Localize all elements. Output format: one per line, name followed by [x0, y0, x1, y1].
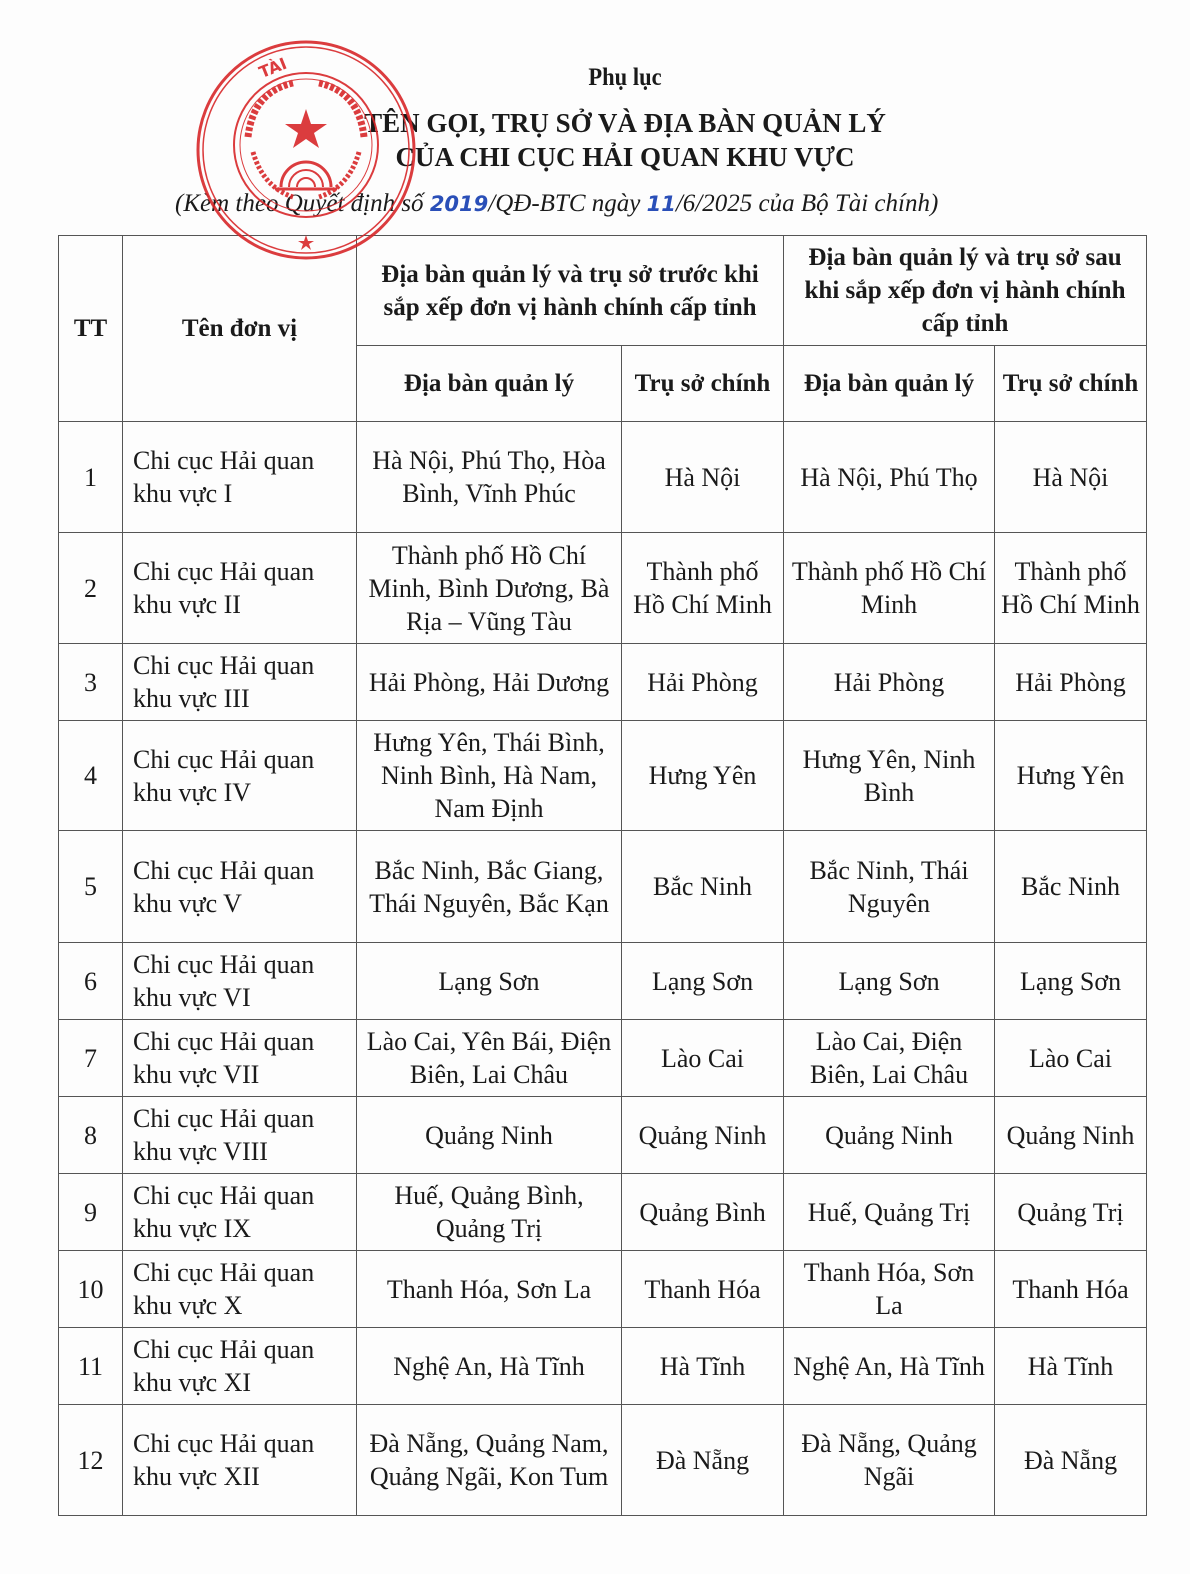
cell-after-hq: Quảng Ninh [995, 1097, 1147, 1174]
cell-unit-name: Chi cục Hải quan khu vực I [123, 422, 357, 533]
cell-tt: 7 [59, 1020, 123, 1097]
cell-unit-name: Chi cục Hải quan khu vực VII [123, 1020, 357, 1097]
cell-after-area: Thanh Hóa, Sơn La [784, 1251, 995, 1328]
table-row [59, 1020, 1147, 1097]
seal-top-text: TÀI [256, 53, 290, 82]
subtitle-prefix: (Kèm theo Quyết định số [175, 190, 430, 217]
cell-before-area: Hà Nội, Phú Thọ, Hòa Bình, Vĩnh Phúc [357, 422, 622, 533]
cell-after-area: Hà Nội, Phú Thọ [784, 422, 995, 533]
cell-before-area: Nghệ An, Hà Tĩnh [357, 1328, 622, 1405]
cell-before-hq: Lào Cai [622, 1020, 784, 1097]
cell-after-hq: Lạng Sơn [995, 943, 1147, 1020]
cell-after-hq: Bắc Ninh [995, 831, 1147, 943]
cell-after-hq: Hà Tĩnh [995, 1328, 1147, 1405]
cell-tt: 5 [59, 831, 123, 943]
cell-before-area: Hải Phòng, Hải Dương [357, 644, 622, 721]
cell-after-area: Hải Phòng [784, 644, 995, 721]
cell-after-hq: Quảng Trị [995, 1174, 1147, 1251]
table-row [59, 1405, 1147, 1516]
header-row-1 [59, 236, 1147, 346]
subtitle-middle: /QĐ-BTC ngày [488, 190, 647, 217]
cell-tt: 10 [59, 1251, 123, 1328]
cell-after-area: Lạng Sơn [784, 943, 995, 1020]
table-row [59, 1251, 1147, 1328]
cell-tt: 12 [59, 1405, 123, 1516]
cell-before-hq: Lạng Sơn [622, 943, 784, 1020]
header-before-area: Địa bàn quản lý [357, 346, 622, 422]
cell-tt: 6 [59, 943, 123, 1020]
cell-before-area: Hưng Yên, Thái Bình, Ninh Bình, Hà Nam, Nam Định [357, 721, 622, 831]
header-unit-name: Tên đơn vị [123, 236, 357, 422]
cell-before-area: Thành phố Hồ Chí Minh, Bình Dương, Bà Rịa – Vũng Tàu [357, 533, 622, 644]
cell-before-hq: Bắc Ninh [622, 831, 784, 943]
cell-after-hq: Đà Nẵng [995, 1405, 1147, 1516]
table-row [59, 1174, 1147, 1251]
cell-before-area: Lạng Sơn [357, 943, 622, 1020]
cell-unit-name: Chi cục Hải quan khu vực IV [123, 721, 357, 831]
cell-after-hq: Hà Nội [995, 422, 1147, 533]
header-after-area: Địa bàn quản lý [784, 346, 995, 422]
document-title-line-1: TÊN GỌI, TRỤ SỞ VÀ ĐỊA BÀN QUẢN LÝ [364, 108, 886, 138]
document-title-line-2: CỦA CHI CỤC HẢI QUAN KHU VỰC [395, 142, 855, 172]
cell-tt: 3 [59, 644, 123, 721]
table-row [59, 1328, 1147, 1405]
header-tt: TT [59, 236, 123, 422]
cell-before-area: Thanh Hóa, Sơn La [357, 1251, 622, 1328]
cell-tt: 1 [59, 422, 123, 533]
cell-unit-name: Chi cục Hải quan khu vực II [123, 533, 357, 644]
document-header [0, 62, 1190, 174]
cell-tt: 8 [59, 1097, 123, 1174]
table-row [59, 422, 1147, 533]
cell-after-area: Lào Cai, Điện Biên, Lai Châu [784, 1020, 995, 1097]
cell-unit-name: Chi cục Hải quan khu vực IX [123, 1174, 357, 1251]
cell-after-area: Thành phố Hồ Chí Minh [784, 533, 995, 644]
cell-before-hq: Hà Nội [622, 422, 784, 533]
cell-after-area: Đà Nẵng, Quảng Ngãi [784, 1405, 995, 1516]
table-row [59, 943, 1147, 1020]
cell-before-area: Đà Nẵng, Quảng Nam, Quảng Ngãi, Kon Tum [357, 1405, 622, 1516]
table-row [59, 533, 1147, 644]
cell-tt: 2 [59, 533, 123, 644]
customs-regions-table [58, 235, 1147, 1516]
table-row [59, 1097, 1147, 1174]
decision-number: 2019 [429, 192, 489, 216]
cell-unit-name: Chi cục Hải quan khu vực VIII [123, 1097, 357, 1174]
cell-unit-name: Chi cục Hải quan khu vực V [123, 831, 357, 943]
subtitle-suffix: /6/2025 của Bộ Tài chính) [675, 190, 939, 217]
cell-unit-name: Chi cục Hải quan khu vực III [123, 644, 357, 721]
cell-before-hq: Hưng Yên [622, 721, 784, 831]
cell-after-area: Hưng Yên, Ninh Bình [784, 721, 995, 831]
cell-tt: 4 [59, 721, 123, 831]
cell-after-hq: Lào Cai [995, 1020, 1147, 1097]
cell-before-area: Quảng Ninh [357, 1097, 622, 1174]
cell-before-hq: Quảng Bình [622, 1174, 784, 1251]
cell-before-hq: Thanh Hóa [622, 1251, 784, 1328]
cell-before-hq: Đà Nẵng [622, 1405, 784, 1516]
cell-before-area: Huế, Quảng Bình, Quảng Trị [357, 1174, 622, 1251]
cell-before-hq: Quảng Ninh [622, 1097, 784, 1174]
decision-day: 11 [646, 192, 676, 216]
cell-unit-name: Chi cục Hải quan khu vực XII [123, 1405, 357, 1516]
appendix-label: Phụ lục [588, 64, 662, 91]
cell-before-area: Bắc Ninh, Bắc Giang, Thái Nguyên, Bắc Kạn [357, 831, 622, 943]
cell-unit-name: Chi cục Hải quan khu vực X [123, 1251, 357, 1328]
cell-unit-name: Chi cục Hải quan khu vực XI [123, 1328, 357, 1405]
header-after-group: Địa bàn quản lý và trụ sở sau khi sắp xếp đơn vị hành chính cấp tỉnh [784, 236, 1147, 346]
cell-after-area: Nghệ An, Hà Tĩnh [784, 1328, 995, 1405]
cell-tt: 11 [59, 1328, 123, 1405]
document-subtitle [175, 187, 938, 221]
cell-before-hq: Thành phố Hồ Chí Minh [622, 533, 784, 644]
cell-after-hq: Thành phố Hồ Chí Minh [995, 533, 1147, 644]
cell-unit-name: Chi cục Hải quan khu vực VI [123, 943, 357, 1020]
cell-after-hq: Hải Phòng [995, 644, 1147, 721]
cell-tt: 9 [59, 1174, 123, 1251]
cell-before-hq: Hải Phòng [622, 644, 784, 721]
header-after-hq: Trụ sở chính [995, 346, 1147, 422]
cell-before-area: Lào Cai, Yên Bái, Điện Biên, Lai Châu [357, 1020, 622, 1097]
cell-after-area: Bắc Ninh, Thái Nguyên [784, 831, 995, 943]
header-before-hq: Trụ sở chính [622, 346, 784, 422]
table-row [59, 831, 1147, 943]
cell-after-area: Huế, Quảng Trị [784, 1174, 995, 1251]
cell-after-hq: Thanh Hóa [995, 1251, 1147, 1328]
table-row [59, 721, 1147, 831]
header-before-group: Địa bàn quản lý và trụ sở trước khi sắp xếp đơn vị hành chính cấp tỉnh [357, 236, 784, 346]
cell-after-hq: Hưng Yên [995, 721, 1147, 831]
cell-after-area: Quảng Ninh [784, 1097, 995, 1174]
cell-before-hq: Hà Tĩnh [622, 1328, 784, 1405]
table-row [59, 644, 1147, 721]
